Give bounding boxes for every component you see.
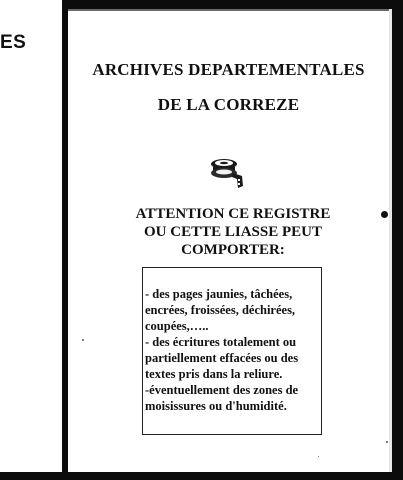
- header-title-line-2: DE LA CORREZE: [157, 95, 300, 114]
- scan-speck: [318, 456, 319, 457]
- scan-edge-right: [392, 9, 403, 472]
- attention-line-1: ATTENTION CE REGISTRE: [135, 206, 331, 222]
- notice-line: textes pris dans la reliure.: [145, 367, 283, 381]
- scan-speck: [386, 441, 388, 443]
- notice-line: partiellement effacées ou des: [145, 351, 299, 365]
- notice-line: coupées,…..: [145, 319, 209, 333]
- header-title-line-1: ARCHIVES DEPARTEMENTALES: [92, 60, 365, 79]
- attention-line-2: OU CETTE LIASSE PEUT: [144, 224, 322, 240]
- previous-page-text-fragment: ES: [0, 32, 27, 53]
- notice-line: encrées, froissées, déchirées,: [145, 303, 296, 317]
- scan-edge-right-highlight: [389, 9, 392, 472]
- scan-dot-mark: [381, 211, 388, 218]
- attention-heading: [88, 205, 378, 259]
- scan-edge-bottom: [0, 472, 403, 480]
- film-reel-icon: [208, 155, 250, 189]
- attention-line-3: COMPORTER:: [181, 242, 285, 258]
- scan-edge-top: [68, 0, 403, 9]
- scan-speck: [82, 339, 84, 341]
- previous-page-strip: [0, 0, 62, 480]
- notice-line: -éventuellement des zones de: [145, 383, 299, 397]
- notice-line: - des pages jaunies, tâchées,: [145, 287, 293, 301]
- document-page: [68, 11, 389, 472]
- notice-box: [142, 267, 322, 435]
- notice-line: moisissures ou d'humidité.: [145, 399, 287, 413]
- notice-line: - des écritures totalement ou: [145, 335, 297, 349]
